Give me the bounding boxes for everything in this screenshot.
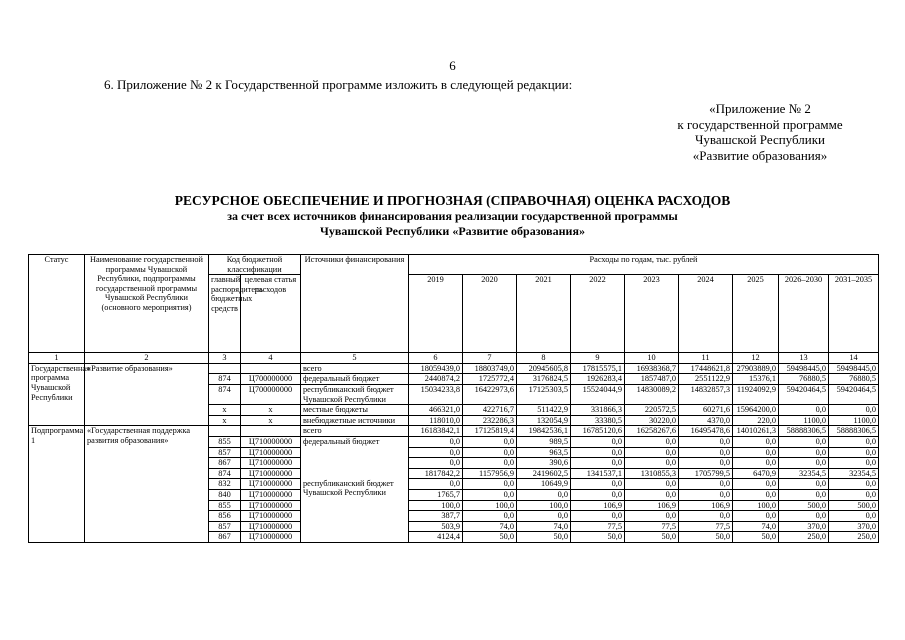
- value-cell: 390,6: [517, 458, 571, 469]
- value-cell: 0,0: [679, 436, 733, 447]
- csr-cell: Ц710000000: [241, 458, 301, 469]
- grbs-cell: x: [209, 415, 241, 426]
- value-cell: 1857487,0: [625, 374, 679, 385]
- value-cell: 15034233,8: [409, 384, 463, 404]
- csr-cell: Ц710000000: [241, 447, 301, 458]
- column-number: 4: [241, 353, 301, 364]
- resource-table: [28, 254, 879, 543]
- value-cell: 963,5: [517, 447, 571, 458]
- value-cell: 10649,9: [517, 479, 571, 490]
- grbs-cell: 874: [209, 384, 241, 404]
- title-line-2: за счет всех источников финансирования реализации государственной программы: [227, 209, 678, 223]
- value-cell: 0,0: [571, 447, 625, 458]
- header-year: 2023: [625, 275, 679, 353]
- value-cell: 27903889,0: [733, 363, 779, 374]
- value-cell: 0,0: [409, 458, 463, 469]
- value-cell: 50,0: [679, 532, 733, 543]
- grbs-cell: 832: [209, 479, 241, 490]
- value-cell: 32354,5: [779, 468, 829, 479]
- value-cell: 106,9: [571, 500, 625, 511]
- amendment-instruction: 6. Приложение № 2 к Государственной программе изложить в следующей редакции:: [104, 77, 573, 92]
- appendix-line: Чувашской Республики: [694, 132, 826, 147]
- value-cell: 17125819,4: [463, 426, 517, 437]
- grbs-cell: 855: [209, 500, 241, 511]
- value-cell: 0,0: [779, 479, 829, 490]
- value-cell: 0,0: [463, 489, 517, 500]
- value-cell: 0,0: [733, 436, 779, 447]
- value-cell: 19842536,1: [517, 426, 571, 437]
- source-cell: всего: [301, 426, 409, 437]
- value-cell: 0,0: [733, 447, 779, 458]
- value-cell: 58888306,5: [829, 426, 879, 437]
- value-cell: 106,9: [679, 500, 733, 511]
- value-cell: 58888306,5: [779, 426, 829, 437]
- value-cell: 74,0: [733, 521, 779, 532]
- value-cell: 1100,0: [779, 415, 829, 426]
- value-cell: 0,0: [679, 447, 733, 458]
- value-cell: 0,0: [571, 436, 625, 447]
- grbs-cell: 857: [209, 447, 241, 458]
- value-cell: 989,5: [517, 436, 571, 447]
- value-cell: 30220,0: [625, 415, 679, 426]
- column-number: 3: [209, 353, 241, 364]
- value-cell: 511422,9: [517, 405, 571, 416]
- value-cell: 1926283,4: [571, 374, 625, 385]
- value-cell: 20945605,8: [517, 363, 571, 374]
- value-cell: 59420464,5: [829, 384, 879, 404]
- column-number: 5: [301, 353, 409, 364]
- value-cell: 1817842,2: [409, 468, 463, 479]
- value-cell: 14010261,3: [733, 426, 779, 437]
- value-cell: 60271,6: [679, 405, 733, 416]
- grbs-cell: 874: [209, 468, 241, 479]
- value-cell: 387,7: [409, 511, 463, 522]
- value-cell: 50,0: [625, 532, 679, 543]
- value-cell: 0,0: [679, 489, 733, 500]
- appendix-line: «Развитие образования»: [692, 147, 828, 163]
- page-number: 6: [449, 58, 456, 73]
- csr-cell: Ц710000000: [241, 511, 301, 522]
- value-cell: 118010,0: [409, 415, 463, 426]
- header-expenses: Расходы по годам, тыс. рублей: [409, 255, 879, 275]
- value-cell: 422716,7: [463, 405, 517, 416]
- value-cell: 466321,0: [409, 405, 463, 416]
- value-cell: 0,0: [779, 489, 829, 500]
- grbs-cell: [209, 363, 241, 374]
- value-cell: 3176824,5: [517, 374, 571, 385]
- appendix-line: к государственной программе: [677, 116, 843, 132]
- value-cell: 77,5: [571, 521, 625, 532]
- row-status: Государственная программа Чувашской Республики: [29, 363, 85, 426]
- value-cell: 100,0: [463, 500, 517, 511]
- value-cell: 500,0: [779, 500, 829, 511]
- value-cell: 0,0: [679, 479, 733, 490]
- source-cell: всего: [301, 363, 409, 374]
- value-cell: 0,0: [571, 489, 625, 500]
- value-cell: 0,0: [463, 458, 517, 469]
- value-cell: 0,0: [733, 489, 779, 500]
- value-cell: 59420464,5: [779, 384, 829, 404]
- value-cell: 0,0: [463, 447, 517, 458]
- source-cell: местные бюджеты: [301, 405, 409, 416]
- grbs-cell: 867: [209, 532, 241, 543]
- value-cell: 17815575,1: [571, 363, 625, 374]
- value-cell: 16422973,6: [463, 384, 517, 404]
- value-cell: 4370,0: [679, 415, 733, 426]
- value-cell: 0,0: [679, 458, 733, 469]
- value-cell: 77,5: [679, 521, 733, 532]
- value-cell: 500,0: [829, 500, 879, 511]
- source-cell: федеральный бюджет: [301, 436, 409, 478]
- value-cell: 0,0: [463, 436, 517, 447]
- value-cell: 0,0: [829, 511, 879, 522]
- value-cell: 18059439,0: [409, 363, 463, 374]
- csr-cell: [241, 426, 301, 437]
- value-cell: 1157956,9: [463, 468, 517, 479]
- value-cell: 0,0: [625, 458, 679, 469]
- grbs-cell: 855: [209, 436, 241, 447]
- header-year: 2022: [571, 275, 625, 353]
- value-cell: 250,0: [829, 532, 879, 543]
- column-number: 12: [733, 353, 779, 364]
- value-cell: 0,0: [517, 489, 571, 500]
- value-cell: 0,0: [409, 479, 463, 490]
- csr-cell: Ц700000000: [241, 384, 301, 404]
- column-number: 8: [517, 353, 571, 364]
- value-cell: 1341537,1: [571, 468, 625, 479]
- title-line-1: РЕСУРСНОЕ ОБЕСПЕЧЕНИЕ И ПРОГНОЗНАЯ (СПРАВОЧНАЯ) ОЦЕНКА РАСХОДОВ: [174, 193, 731, 208]
- csr-cell: Ц710000000: [241, 500, 301, 511]
- header-main-manager: главный распорядитель бюджетных средств: [209, 275, 241, 353]
- value-cell: 220572,5: [625, 405, 679, 416]
- value-cell: 0,0: [463, 511, 517, 522]
- value-cell: 0,0: [625, 447, 679, 458]
- source-cell: республиканский бюджет Чувашской Республики: [301, 479, 409, 543]
- value-cell: 132054,9: [517, 415, 571, 426]
- value-cell: 74,0: [517, 521, 571, 532]
- value-cell: 0,0: [829, 458, 879, 469]
- header-name: Наименование государственной программы Чувашской Республики, подпрограммы государственной программы Чувашской Республики (основного мероприятия): [85, 255, 209, 353]
- value-cell: 0,0: [733, 458, 779, 469]
- value-cell: 0,0: [625, 479, 679, 490]
- column-number: 6: [409, 353, 463, 364]
- value-cell: 100,0: [409, 500, 463, 511]
- value-cell: 0,0: [409, 447, 463, 458]
- value-cell: 0,0: [517, 511, 571, 522]
- value-cell: 106,9: [625, 500, 679, 511]
- value-cell: 0,0: [571, 479, 625, 490]
- value-cell: 16258267,6: [625, 426, 679, 437]
- value-cell: 74,0: [463, 521, 517, 532]
- appendix-line: «Приложение № 2: [709, 101, 811, 116]
- value-cell: 0,0: [779, 405, 829, 416]
- appendix-header: [640, 101, 880, 163]
- value-cell: 0,0: [779, 458, 829, 469]
- csr-cell: Ц700000000: [241, 374, 301, 385]
- csr-cell: Ц710000000: [241, 468, 301, 479]
- header-year: 2019: [409, 275, 463, 353]
- value-cell: 6470,9: [733, 468, 779, 479]
- grbs-cell: 856: [209, 511, 241, 522]
- column-number: 7: [463, 353, 517, 364]
- value-cell: 0,0: [571, 458, 625, 469]
- value-cell: 0,0: [733, 479, 779, 490]
- value-cell: 0,0: [829, 436, 879, 447]
- value-cell: 14830089,2: [625, 384, 679, 404]
- column-number: 1: [29, 353, 85, 364]
- value-cell: 16938368,7: [625, 363, 679, 374]
- value-cell: 232286,3: [463, 415, 517, 426]
- header-budget-code: Код бюджетной классификации: [209, 255, 301, 275]
- value-cell: 0,0: [829, 489, 879, 500]
- value-cell: 370,0: [779, 521, 829, 532]
- grbs-cell: [209, 426, 241, 437]
- grbs-cell: 840: [209, 489, 241, 500]
- csr-cell: [241, 363, 301, 374]
- value-cell: 59498445,0: [779, 363, 829, 374]
- value-cell: 370,0: [829, 521, 879, 532]
- value-cell: 0,0: [829, 479, 879, 490]
- grbs-cell: 857: [209, 521, 241, 532]
- value-cell: 50,0: [517, 532, 571, 543]
- row-name: «Государственная поддержка развития образования»: [85, 426, 209, 543]
- value-cell: 50,0: [571, 532, 625, 543]
- value-cell: 0,0: [779, 436, 829, 447]
- value-cell: 2419602,5: [517, 468, 571, 479]
- table-row: [29, 363, 879, 374]
- row-name: «Развитие образования»: [85, 363, 209, 426]
- value-cell: 100,0: [733, 500, 779, 511]
- value-cell: 0,0: [571, 511, 625, 522]
- value-cell: 15376,1: [733, 374, 779, 385]
- source-cell: внебюджетные источники: [301, 415, 409, 426]
- value-cell: 0,0: [829, 447, 879, 458]
- header-year: 2025: [733, 275, 779, 353]
- value-cell: 33380,5: [571, 415, 625, 426]
- value-cell: 0,0: [779, 447, 829, 458]
- column-number: 13: [779, 353, 829, 364]
- header-target-item: целевая статья расходов: [241, 275, 301, 353]
- title-line-3: Чувашской Республики «Развитие образования»: [320, 224, 585, 238]
- value-cell: 16183842,1: [409, 426, 463, 437]
- header-year: 2021: [517, 275, 571, 353]
- table-row: [29, 426, 879, 437]
- csr-cell: Ц710000000: [241, 532, 301, 543]
- value-cell: 0,0: [829, 405, 879, 416]
- csr-cell: Ц710000000: [241, 436, 301, 447]
- source-cell: федеральный бюджет: [301, 374, 409, 385]
- column-number: 14: [829, 353, 879, 364]
- row-status: Подпрограмма 1: [29, 426, 85, 543]
- value-cell: 50,0: [463, 532, 517, 543]
- document-title: [0, 192, 905, 239]
- value-cell: 503,9: [409, 521, 463, 532]
- header-year: 2020: [463, 275, 517, 353]
- csr-cell: Ц710000000: [241, 479, 301, 490]
- value-cell: 0,0: [625, 436, 679, 447]
- column-number: 2: [85, 353, 209, 364]
- value-cell: 0,0: [779, 511, 829, 522]
- column-number: 11: [679, 353, 733, 364]
- value-cell: 4124,4: [409, 532, 463, 543]
- value-cell: 2551122,9: [679, 374, 733, 385]
- value-cell: 2440874,2: [409, 374, 463, 385]
- value-cell: 18803749,0: [463, 363, 517, 374]
- value-cell: 1705799,5: [679, 468, 733, 479]
- value-cell: 14832857,3: [679, 384, 733, 404]
- value-cell: 0,0: [463, 479, 517, 490]
- value-cell: 17125303,5: [517, 384, 571, 404]
- value-cell: 59498445,0: [829, 363, 879, 374]
- value-cell: 1725772,4: [463, 374, 517, 385]
- value-cell: 1765,7: [409, 489, 463, 500]
- csr-cell: Ц710000000: [241, 489, 301, 500]
- header-status: Статус: [29, 255, 85, 353]
- value-cell: 1100,0: [829, 415, 879, 426]
- value-cell: 250,0: [779, 532, 829, 543]
- value-cell: 16785120,6: [571, 426, 625, 437]
- value-cell: 0,0: [409, 436, 463, 447]
- value-cell: 76880,5: [829, 374, 879, 385]
- value-cell: 0,0: [733, 511, 779, 522]
- value-cell: 0,0: [679, 511, 733, 522]
- grbs-cell: 874: [209, 374, 241, 385]
- value-cell: 0,0: [625, 511, 679, 522]
- csr-cell: x: [241, 415, 301, 426]
- header-year: 2031–2035: [829, 275, 879, 353]
- value-cell: 76880,5: [779, 374, 829, 385]
- grbs-cell: 867: [209, 458, 241, 469]
- value-cell: 1310855,3: [625, 468, 679, 479]
- column-number: 10: [625, 353, 679, 364]
- value-cell: 11924092,9: [733, 384, 779, 404]
- header-sources: Источники финансирования: [301, 255, 409, 353]
- value-cell: 32354,5: [829, 468, 879, 479]
- value-cell: 50,0: [733, 532, 779, 543]
- csr-cell: Ц710000000: [241, 521, 301, 532]
- csr-cell: x: [241, 405, 301, 416]
- grbs-cell: x: [209, 405, 241, 416]
- value-cell: 17448621,8: [679, 363, 733, 374]
- value-cell: 0,0: [625, 489, 679, 500]
- value-cell: 220,0: [733, 415, 779, 426]
- header-year: 2026–2030: [779, 275, 829, 353]
- value-cell: 77,5: [625, 521, 679, 532]
- value-cell: 331866,3: [571, 405, 625, 416]
- value-cell: 15524044,9: [571, 384, 625, 404]
- column-number: 9: [571, 353, 625, 364]
- value-cell: 100,0: [517, 500, 571, 511]
- header-year: 2024: [679, 275, 733, 353]
- source-cell: республиканский бюджет Чувашской Республики: [301, 384, 409, 404]
- value-cell: 15964200,0: [733, 405, 779, 416]
- value-cell: 16495478,6: [679, 426, 733, 437]
